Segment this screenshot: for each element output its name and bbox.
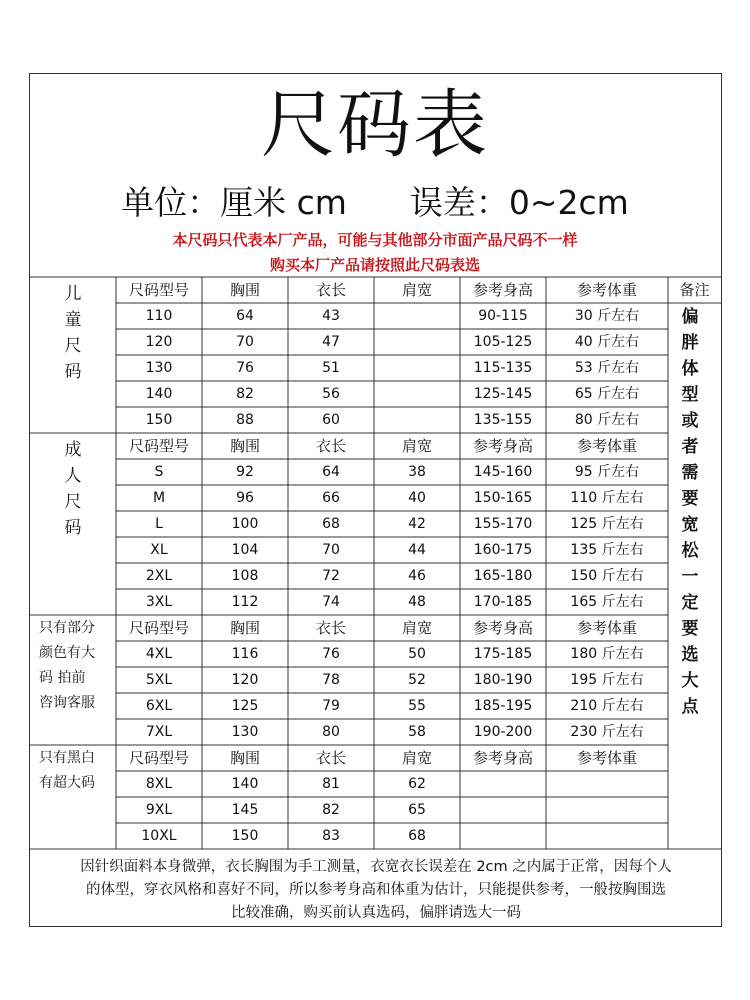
column-header-weight: 参考体重 <box>576 437 637 455</box>
cell-size: 3XL <box>145 594 173 610</box>
cell-length: 47 <box>322 334 340 350</box>
cell-length: 64 <box>322 464 340 480</box>
column-header-weight: 参考体重 <box>576 749 637 767</box>
cell-height: 175-185 <box>473 646 533 662</box>
cell-weight: 210 斤左右 <box>570 698 644 714</box>
cell-height: 90-115 <box>478 308 528 324</box>
group-label-line: 咨询客服 <box>39 695 95 711</box>
cell-size: 130 <box>145 360 173 376</box>
cell-chest: 116 <box>231 646 259 662</box>
cell-chest: 70 <box>236 334 254 350</box>
cell-chest: 96 <box>236 490 254 506</box>
cell-weight: 53 斤左右 <box>574 360 640 376</box>
cell-chest: 64 <box>236 308 254 324</box>
column-header-height: 参考身高 <box>472 619 533 637</box>
column-header-shoulder: 肩宽 <box>401 749 432 767</box>
cell-chest: 76 <box>236 360 254 376</box>
cell-height: 160-175 <box>473 542 533 558</box>
group-label-line: 只有黑白 <box>39 750 95 766</box>
cell-size: 110 <box>145 308 173 324</box>
column-header-length: 衣长 <box>315 437 346 455</box>
cell-chest: 92 <box>236 464 254 480</box>
cell-size: 140 <box>145 386 173 402</box>
cell-height: 150-165 <box>473 490 533 506</box>
cell-shoulder: 68 <box>408 828 426 844</box>
page-title: 尺码表 <box>261 82 489 168</box>
cell-shoulder: 42 <box>408 516 426 532</box>
cell-shoulder: 38 <box>408 464 426 480</box>
cell-size: 6XL <box>145 698 173 714</box>
cell-size: 2XL <box>145 568 173 584</box>
cell-length: 83 <box>322 828 340 844</box>
group-label-line: 只有部分 <box>39 620 95 636</box>
group-label-line: 有超大码 <box>39 775 95 791</box>
cell-shoulder: 55 <box>408 698 426 714</box>
cell-shoulder: 58 <box>408 724 426 740</box>
column-header-length: 衣长 <box>315 281 346 299</box>
cell-length: 60 <box>322 412 340 428</box>
group-label-line: 颜色有大 <box>39 645 95 661</box>
cell-length: 66 <box>322 490 340 506</box>
cell-chest: 150 <box>231 828 259 844</box>
cell-height: 180-190 <box>473 672 533 688</box>
cell-size: 120 <box>145 334 173 350</box>
cell-chest: 112 <box>231 594 259 610</box>
cell-height: 155-170 <box>473 516 533 532</box>
cell-height: 115-135 <box>473 360 533 376</box>
column-header-size: 尺码型号 <box>128 619 189 637</box>
column-header-chest: 胸围 <box>229 437 260 455</box>
cell-weight: 80 斤左右 <box>574 412 640 428</box>
column-header-chest: 胸围 <box>229 281 260 299</box>
cell-size: M <box>152 490 166 506</box>
footer-line: 因针织面料本身微弹，衣长胸围为手工测量，衣宽衣长误差在 2cm 之内属于正常，因每个人 <box>80 859 672 875</box>
cell-length: 82 <box>322 802 340 818</box>
column-header-size: 尺码型号 <box>128 281 189 299</box>
cell-length: 78 <box>322 672 340 688</box>
cell-height: 145-160 <box>473 464 533 480</box>
cell-size: 10XL <box>141 828 177 844</box>
footer-line: 的体型，穿衣风格和喜好不同，所以参考身高和体重为估计，只能提供参考，一般按胸围选 <box>86 882 666 898</box>
cell-length: 81 <box>322 776 340 792</box>
column-header-shoulder: 肩宽 <box>401 619 432 637</box>
cell-height: 125-145 <box>473 386 533 402</box>
remark-text: 偏胖体型或者需要宽松一定要选大点 <box>681 307 699 717</box>
cell-size: L <box>155 516 163 532</box>
cell-chest: 145 <box>231 802 259 818</box>
cell-chest: 125 <box>231 698 259 714</box>
cell-chest: 100 <box>231 516 259 532</box>
cell-weight: 30 斤左右 <box>574 308 640 324</box>
cell-length: 51 <box>322 360 340 376</box>
cell-chest: 88 <box>236 412 254 428</box>
cell-weight: 165 斤左右 <box>570 594 644 610</box>
cell-chest: 120 <box>231 672 259 688</box>
column-header-length: 衣长 <box>315 619 346 637</box>
group-label: 儿童尺码 <box>64 284 82 382</box>
cell-weight: 150 斤左右 <box>570 568 644 584</box>
cell-shoulder: 50 <box>408 646 426 662</box>
cell-length: 72 <box>322 568 340 584</box>
cell-weight: 230 斤左右 <box>570 724 644 740</box>
cell-size: 8XL <box>145 776 173 792</box>
group-label <box>39 746 115 796</box>
cell-weight: 135 斤左右 <box>570 542 644 558</box>
notice-line-1: 本尺码只代表本厂产品，可能与其他部分市面产品尺码不一样 <box>172 231 578 249</box>
notice-line-2: 购买本厂产品请按照此尺码表选 <box>269 256 480 274</box>
cell-chest: 130 <box>231 724 259 740</box>
column-header-remark: 备注 <box>679 281 710 299</box>
cell-shoulder: 44 <box>408 542 426 558</box>
cell-shoulder: 62 <box>408 776 426 792</box>
group-label-line: 码 拍前 <box>39 670 86 686</box>
cell-height: 190-200 <box>473 724 533 740</box>
column-header-size: 尺码型号 <box>128 437 189 455</box>
cell-size: 7XL <box>145 724 173 740</box>
cell-weight: 40 斤左右 <box>574 334 640 350</box>
column-header-shoulder: 肩宽 <box>401 281 432 299</box>
cell-length: 79 <box>322 698 340 714</box>
cell-weight: 110 斤左右 <box>570 490 644 506</box>
footer-note <box>36 856 716 925</box>
cell-height: 170-185 <box>473 594 533 610</box>
column-header-weight: 参考体重 <box>576 619 637 637</box>
column-header-shoulder: 肩宽 <box>401 437 432 455</box>
cell-length: 70 <box>322 542 340 558</box>
unit-line: 单位：厘米 cm 误差：0~2cm <box>121 183 629 222</box>
cell-size: 5XL <box>145 672 173 688</box>
cell-size: 9XL <box>145 802 173 818</box>
cell-chest: 104 <box>231 542 259 558</box>
cell-shoulder: 65 <box>408 802 426 818</box>
cell-chest: 82 <box>236 386 254 402</box>
column-header-length: 衣长 <box>315 749 346 767</box>
cell-length: 43 <box>322 308 340 324</box>
cell-shoulder: 40 <box>408 490 426 506</box>
group-label <box>39 616 115 716</box>
cell-weight: 195 斤左右 <box>570 672 644 688</box>
cell-length: 74 <box>322 594 340 610</box>
cell-weight: 95 斤左右 <box>574 464 640 480</box>
cell-weight: 125 斤左右 <box>570 516 644 532</box>
cell-chest: 140 <box>231 776 259 792</box>
cell-shoulder: 52 <box>408 672 426 688</box>
column-header-chest: 胸围 <box>229 619 260 637</box>
cell-height: 135-155 <box>473 412 533 428</box>
cell-length: 76 <box>322 646 340 662</box>
column-header-height: 参考身高 <box>472 281 533 299</box>
footer-line: 比较准确，购买前认真选码，偏胖请选大一码 <box>231 905 521 921</box>
cell-size: 4XL <box>145 646 173 662</box>
cell-height: 105-125 <box>473 334 533 350</box>
cell-size: XL <box>150 542 168 558</box>
column-header-chest: 胸围 <box>229 749 260 767</box>
cell-size: S <box>154 464 164 480</box>
cell-shoulder: 48 <box>408 594 426 610</box>
cell-weight: 65 斤左右 <box>574 386 640 402</box>
cell-chest: 108 <box>231 568 259 584</box>
group-label: 成人尺码 <box>64 440 82 538</box>
column-header-height: 参考身高 <box>472 749 533 767</box>
column-header-height: 参考身高 <box>472 437 533 455</box>
cell-length: 56 <box>322 386 340 402</box>
column-header-weight: 参考体重 <box>576 281 637 299</box>
column-header-size: 尺码型号 <box>128 749 189 767</box>
cell-shoulder: 46 <box>408 568 426 584</box>
cell-size: 150 <box>145 412 173 428</box>
cell-weight: 180 斤左右 <box>570 646 644 662</box>
cell-height: 165-180 <box>473 568 533 584</box>
cell-height: 185-195 <box>473 698 533 714</box>
cell-length: 80 <box>322 724 340 740</box>
cell-length: 68 <box>322 516 340 532</box>
